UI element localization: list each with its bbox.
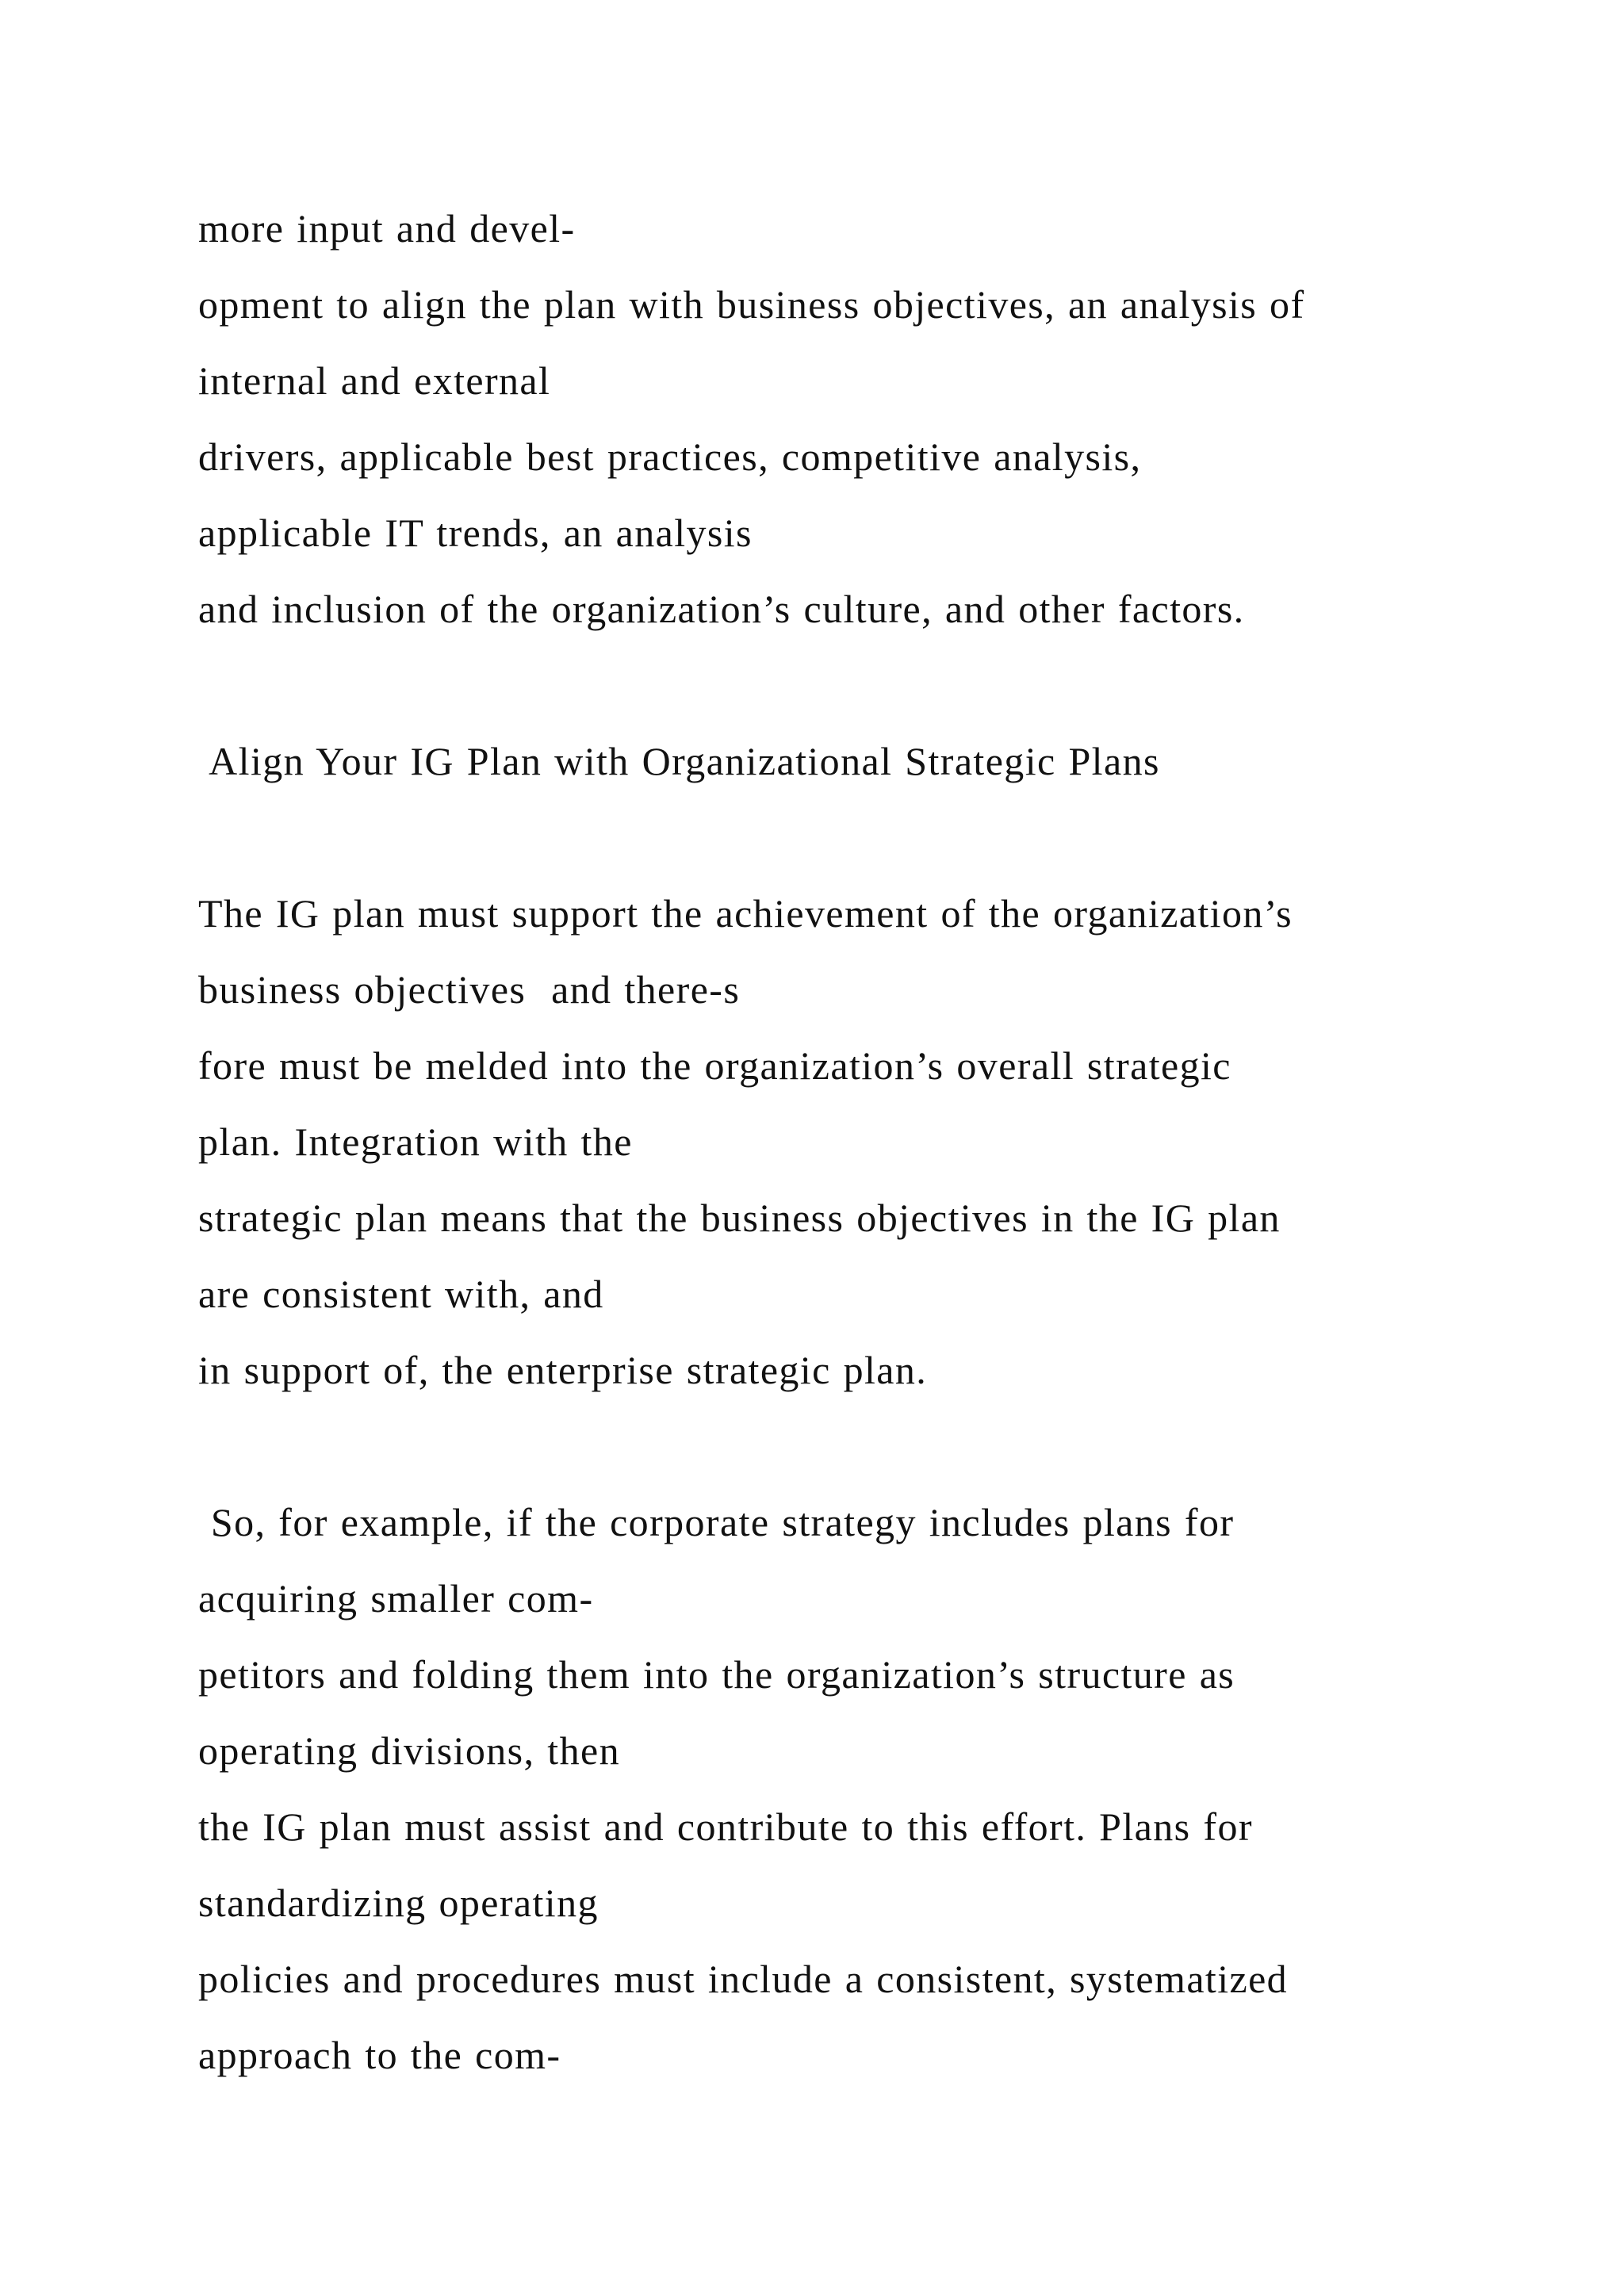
text-line: plan. Integration with the	[198, 1119, 633, 1164]
text-line: standardizing operating	[198, 1881, 599, 1925]
text-line: internal and external	[198, 358, 551, 403]
text-line: policies and procedures must include a consistent, systematized	[198, 1957, 1289, 2001]
text-line: business objectives and there-s	[198, 967, 741, 1012]
text-line: and inclusion of the organization’s culture, and other factors.	[198, 587, 1245, 631]
text-line: So, for example, if the corporate strategy includes plans for	[198, 1500, 1235, 1544]
text-line: strategic plan means that the business objectives in the IG plan	[198, 1196, 1281, 1240]
section-heading: Align Your IG Plan with Organizational Strategic Plans	[198, 739, 1160, 783]
text-line: petitors and folding them into the organization’s structure as	[198, 1652, 1235, 1697]
text-line: more input and devel-	[198, 206, 576, 251]
text-line: The IG plan must support the achievement of the organization’s	[198, 891, 1293, 936]
text-line: fore must be melded into the organization’s overall strategic	[198, 1043, 1231, 1088]
text-line: opment to align the plan with business objectives, an analysis of	[198, 282, 1305, 327]
document-body	[198, 190, 1546, 2093]
text-line: drivers, applicable best practices, competitive analysis,	[198, 434, 1142, 479]
text-line: in support of, the enterprise strategic plan.	[198, 1348, 928, 1392]
paragraph-gap	[198, 647, 1546, 723]
text-line: acquiring smaller com-	[198, 1576, 594, 1621]
paragraph-gap	[198, 799, 1546, 875]
text-line: operating divisions, then	[198, 1728, 620, 1773]
text-line: the IG plan must assist and contribute to this effort. Plans for	[198, 1804, 1253, 1849]
text-line: are consistent with, and	[198, 1272, 604, 1316]
text-line: approach to the com-	[198, 2033, 561, 2077]
text-line: applicable IT trends, an analysis	[198, 511, 753, 555]
paragraph-gap	[198, 1408, 1546, 1484]
